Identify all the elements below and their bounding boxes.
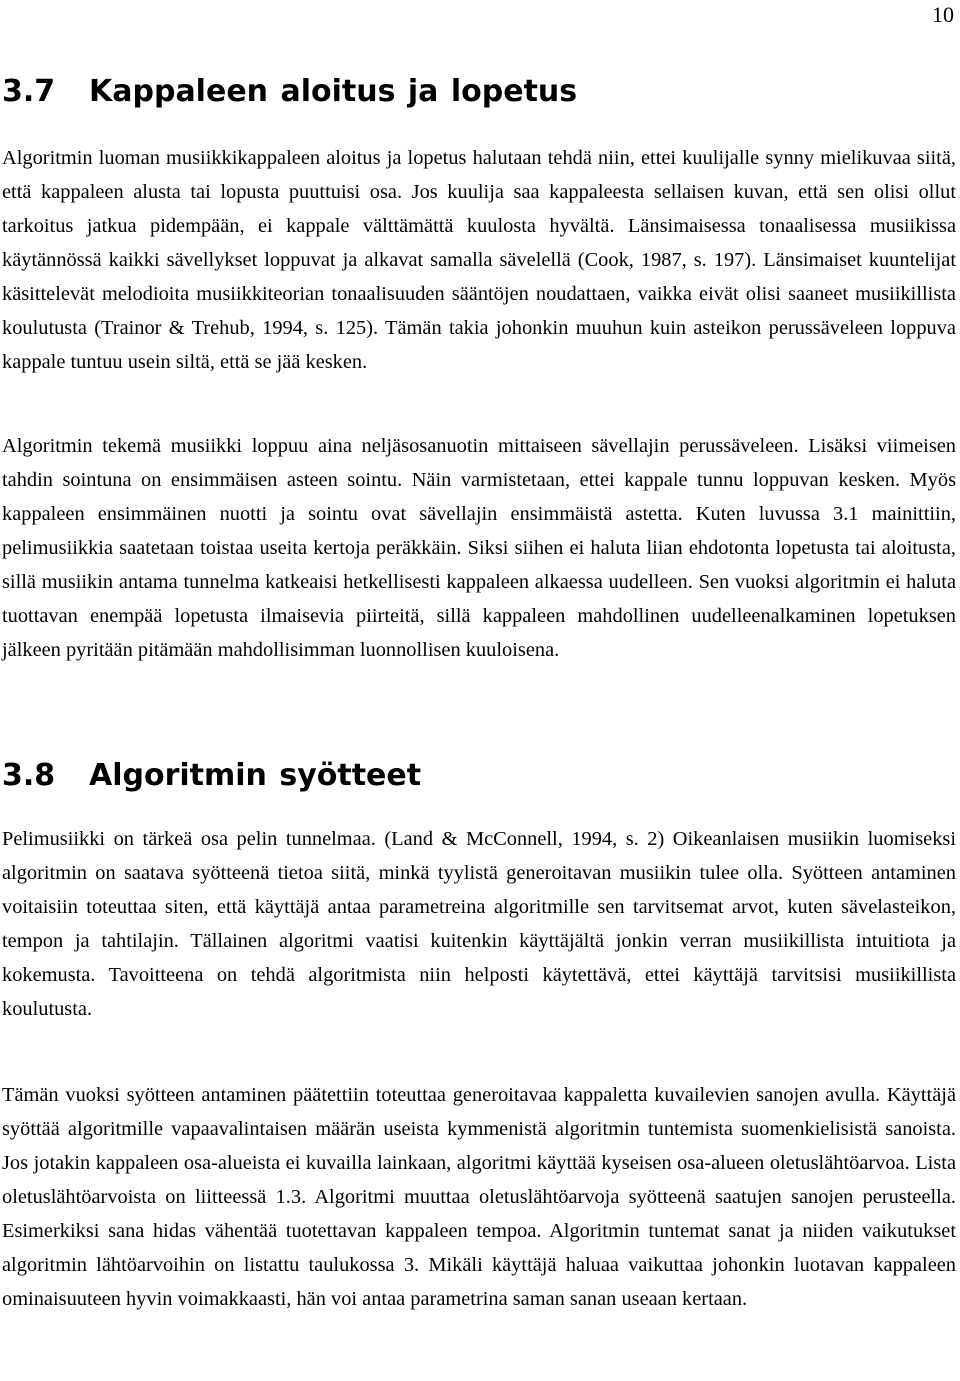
page-number: 10	[932, 2, 954, 27]
section-title: Algoritmin syötteet	[89, 758, 422, 793]
section-number: 3.8	[2, 758, 56, 793]
section-title: Kappaleen aloitus ja lopetus	[89, 74, 578, 109]
section-number: 3.7	[2, 74, 56, 109]
paragraph: Algoritmin tekemä musiikki loppuu aina neljäsosanuotin mittaiseen sävellajin perussäveleen. Lisäksi viimeisen tahdin sointuna on ensimmäisen asteen sointu. Näin varmistetaan, ettei kappale tunnu loppuvan kesken. Myös kappaleen ensimmäinen nuotti ja sointu ovat sävellajin ensimmäistä astetta. Kuten luvussa 3.1 mainittiin, pelimusiikkia saatetaan toistaa useita kertoja peräkkäin. Siksi siihen ei haluta liian ehdotonta lopetusta tai aloitusta, sillä musiikin antama tunnelma katkeaisi hetkellisesti kappaleen alkaessa uudelleen. Sen vuoksi algoritmin ei haluta tuottavan enempää lopetusta ilmaisevia piirteitä, sillä kappaleen mahdollinen uudelleenalkaminen lopetuksen jälkeen pyritään pitämään mahdollisimman luonnollisen kuuloisena.	[2, 435, 956, 661]
paragraph: Pelimusiikki on tärkeä osa pelin tunnelmaa. (Land & McConnell, 1994, s. 2) Oikeanlaisen musiikin luomiseksi algoritmin on saatava syötteenä tietoa siitä, minkä tyylistä generoitavan musiikin tulee olla. Syötteen antaminen voitaisiin toteuttaa siten, että käyttäjä antaa parametreina algoritmille sen tarvitsemat arvot, kuten sävelasteikon, tempon ja tahtilajin. Tällainen algoritmi vaatisi kuitenkin käyttäjältä jonkin verran musiikillista intuitiota ja kokemusta. Tavoitteena on tehdä algoritmista niin helposti käytettävä, ettei käyttäjä tarvitsisi musiikillista koulutusta.	[2, 828, 956, 1020]
paragraph: Tämän vuoksi syötteen antaminen päätettiin toteuttaa generoitavaa kappaletta kuvailevien sanojen avulla. Käyttäjä syöttää algoritmille vapaavalintaisen määrän useista kymmenistä algoritmin tuntemista suomenkielisistä sanoista. Jos jotakin kappaleen osa-alueista ei kuvailla lainkaan, algoritmi käyttää kyseisen osa-alueen oletuslähtöarvoa. Lista oletuslähtöarvoista on liitteessä 1.3. Algoritmi muuttaa oletuslähtöarvoja syötteenä saatujen sanojen perusteella. Esimerkiksi sana hidas vähentää tuotettavan kappaleen tempoa. Algoritmin tuntemat sanat ja niiden vaikutukset algoritmin lähtöarvoihin on listattu taulukossa 3. Mikäli käyttäjä haluaa vaikuttaa johonkin luotavan kappaleen ominaisuuteen hyvin voimakkaasti, hän voi antaa parametrina saman sanan useaan kertaan.	[2, 1084, 956, 1310]
paragraph: Algoritmin luoman musiikkikappaleen aloitus ja lopetus halutaan tehdä niin, ettei kuulijalle synny mielikuvaa siitä, että kappaleen alusta tai lopusta puuttuisi osa. Jos kuulija saa kappaleesta sellaisen kuvan, että sen olisi ollut tarkoitus jatkua pidempään, ei kappale välttämättä kuulosta hyvältä. Länsimaisessa tonaalisessa musiikissa käytännössä kaikki sävellykset loppuvat ja alkavat samalla sävelellä (Cook, 1987, s. 197). Länsimaiset kuuntelijat käsittelevät melodioita musiikkiteorian tonaalisuuden sääntöjen noudattaen, vaikka eivät olisi saaneet musiikillista koulutusta (Trainor & Trehub, 1994, s. 125). Tämän takia johonkin muuhun kuin asteikon perussäveleen loppuva kappale tuntuu usein siltä, että se jää kesken.	[2, 147, 956, 373]
section-heading-3-7	[2, 72, 577, 112]
section-heading-3-8	[2, 756, 421, 796]
